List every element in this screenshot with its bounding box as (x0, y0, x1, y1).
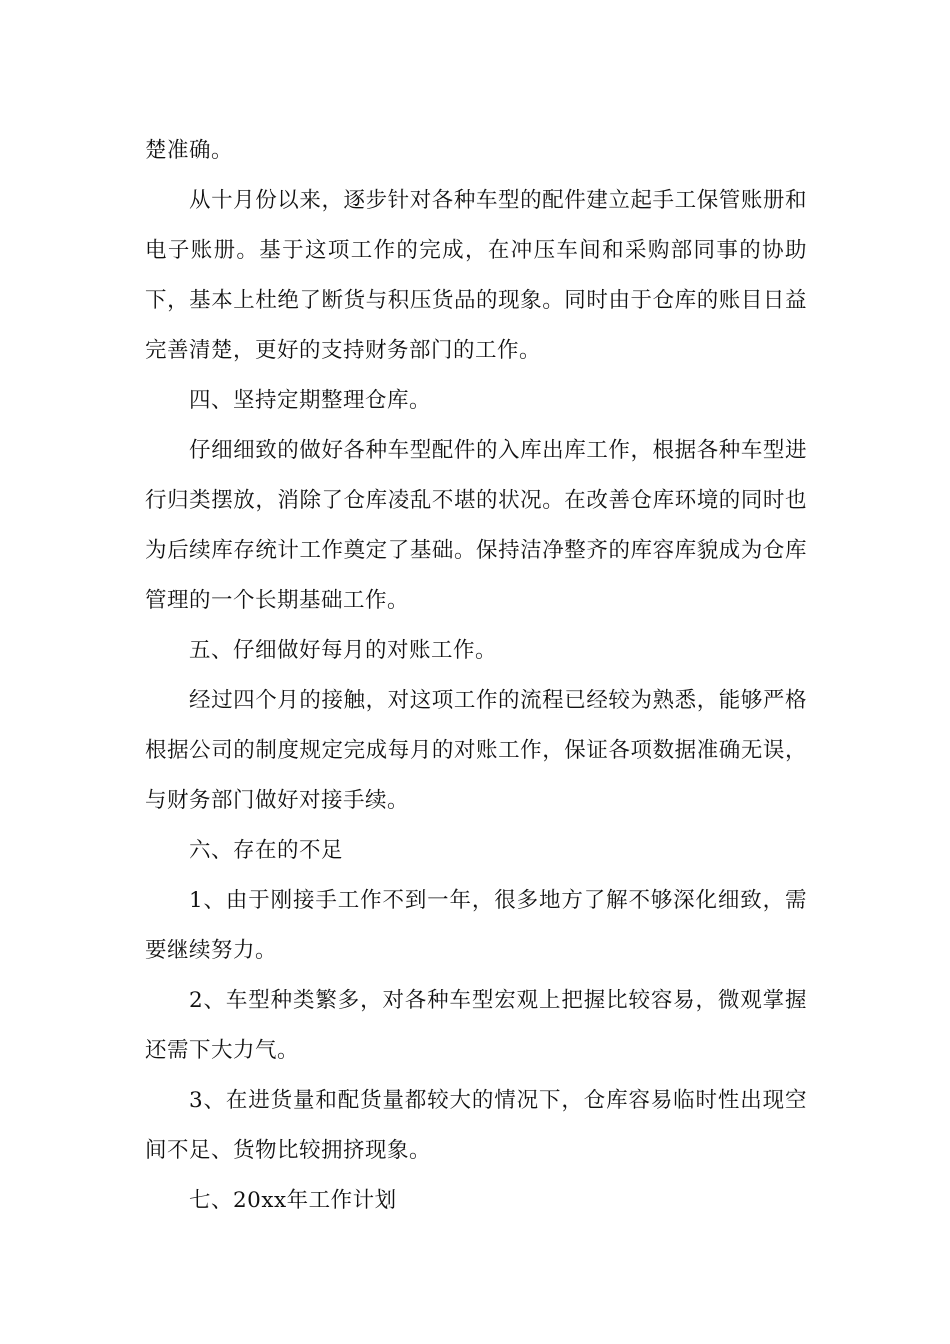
paragraph-reconciliation: 经过四个月的接触，对这项工作的流程已经较为熟悉，能够严格根据公司的制度规定完成每月的对账工作，保证各项数据准确无误，与财务部门做好对接手续。 (145, 688, 807, 813)
section-heading-6: 六、存在的不足 (189, 838, 344, 863)
paragraph-accounts: 从十月份以来，逐步针对各种车型的配件建立起手工保管账册和电子账册。基于这项工作的完成，在冲压车间和采购部同事的协助下，基本上杜绝了断货与积压货品的现象。同时由于仓库的账目日益完善清楚，更好的支持财务部门的工作。 (145, 188, 807, 363)
shortcoming-item-1: 1、由于刚接手工作不到一年，很多地方了解不够深化细致，需要继续努力。 (145, 888, 807, 963)
paragraph-continuation: 楚准确。 (145, 138, 234, 163)
section-heading-7: 七、20xx年工作计划 (189, 1188, 397, 1213)
paragraph-warehouse-organizing: 仔细细致的做好各种车型配件的入库出库工作，根据各种车型进行归类摆放，消除了仓库凌乱不堪的状况。在改善仓库环境的同时也为后续库存统计工作奠定了基础。保持洁净整齐的库容库貌成为仓库管理的一个长期基础工作。 (145, 438, 807, 613)
shortcoming-item-3: 3、在进货量和配货量都较大的情况下，仓库容易临时性出现空间不足、货物比较拥挤现象。 (145, 1088, 807, 1163)
shortcoming-item-2: 2、车型种类繁多，对各种车型宏观上把握比较容易，微观掌握还需下大力气。 (145, 988, 807, 1063)
section-heading-5: 五、仔细做好每月的对账工作。 (189, 638, 498, 663)
document-body (145, 126, 807, 1226)
section-heading-4: 四、坚持定期整理仓库。 (189, 388, 432, 413)
